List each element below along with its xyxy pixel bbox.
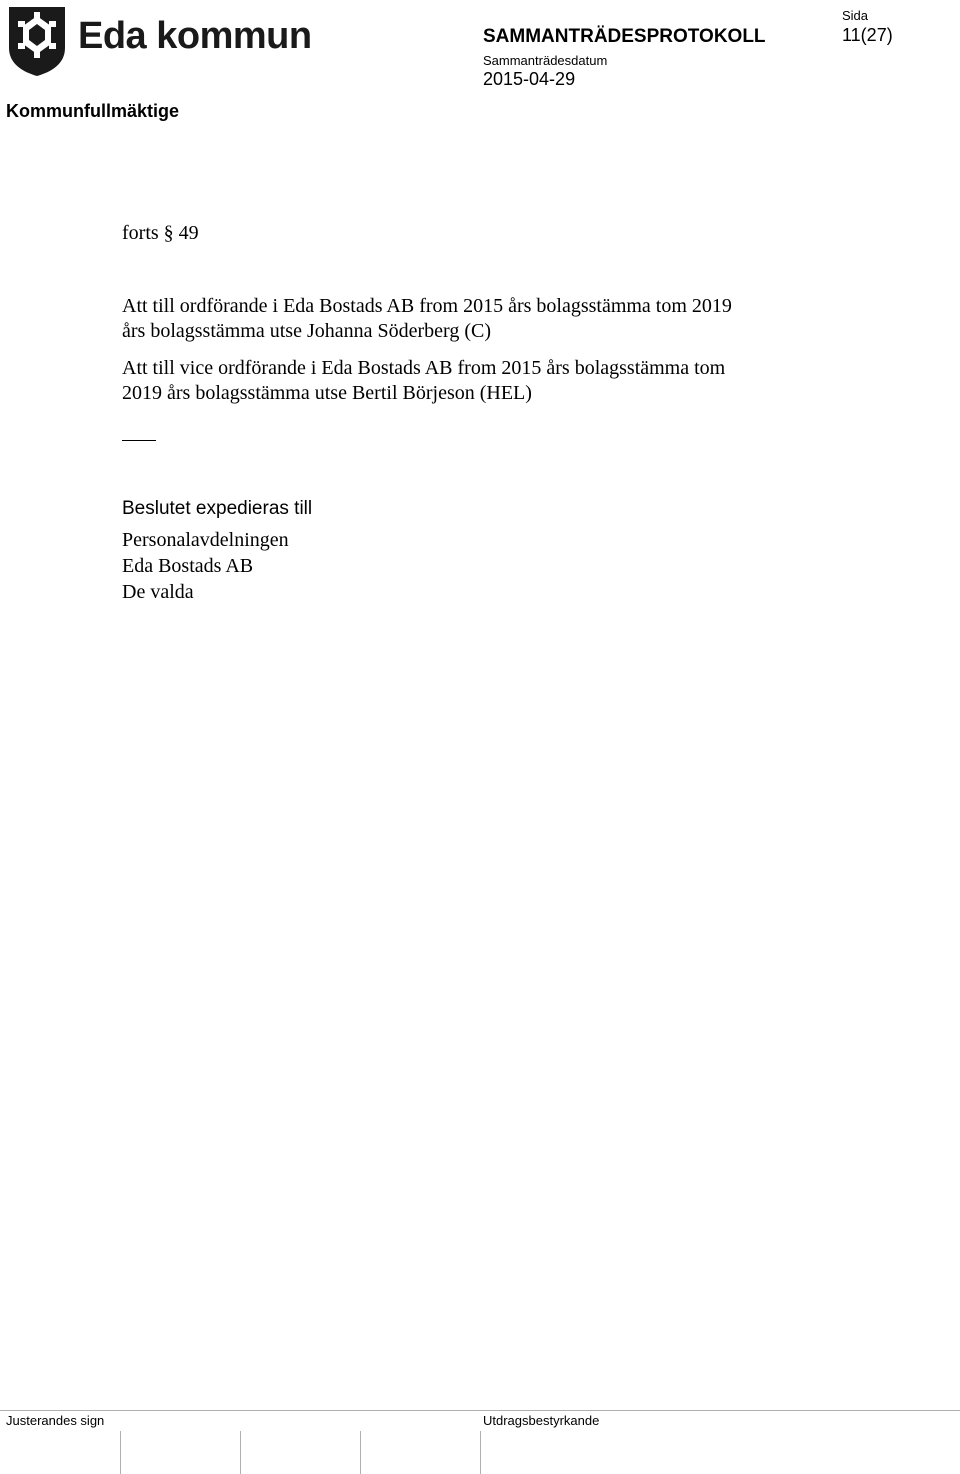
list-item: Eda Bostads AB: [122, 555, 254, 577]
municipality-coat-of-arms-icon: [6, 4, 68, 78]
list-item: Personalavdelningen: [122, 529, 289, 551]
signature-box-divider: [240, 1431, 241, 1474]
footer-divider: [0, 1410, 960, 1411]
signature-box-divider: [120, 1431, 121, 1474]
decision-paragraph-1-line-2: års bolagsstämma utse Johanna Söderberg (C): [122, 320, 491, 342]
footer-signature-label: Justerandes sign: [6, 1413, 105, 1428]
page-number: 11(27): [842, 25, 893, 45]
meeting-date-label: Sammanträdesdatum: [483, 53, 608, 68]
page-label: Sida: [842, 8, 869, 23]
organization-name: Kommunfullmäktige: [6, 101, 180, 121]
list-item: De valda: [122, 581, 194, 603]
section-continuation: forts § 49: [122, 222, 199, 244]
signature-box-divider: [480, 1431, 481, 1474]
expedition-heading: Beslutet expedieras till: [122, 498, 313, 519]
footer-certification-label: Utdragsbestyrkande: [483, 1413, 600, 1428]
decision-paragraph-2-line-1: Att till vice ordförande i Eda Bostads AB from 2015 års bolagsstämma tom: [122, 357, 726, 379]
decision-paragraph-2-line-2: 2019 års bolagsstämma utse Bertil Börjeson (HEL): [122, 382, 532, 404]
section-divider: [122, 440, 156, 441]
document-type: SAMMANTRÄDESPROTOKOLL: [483, 26, 766, 47]
logo-wordmark: Eda kommun: [78, 15, 312, 57]
recipient-list: [122, 527, 289, 605]
signature-box-divider: [360, 1431, 361, 1474]
decision-paragraph-1-line-1: Att till ordförande i Eda Bostads AB from 2015 års bolagsstämma tom 2019: [122, 295, 732, 317]
meeting-date-value: 2015-04-29: [483, 69, 576, 89]
